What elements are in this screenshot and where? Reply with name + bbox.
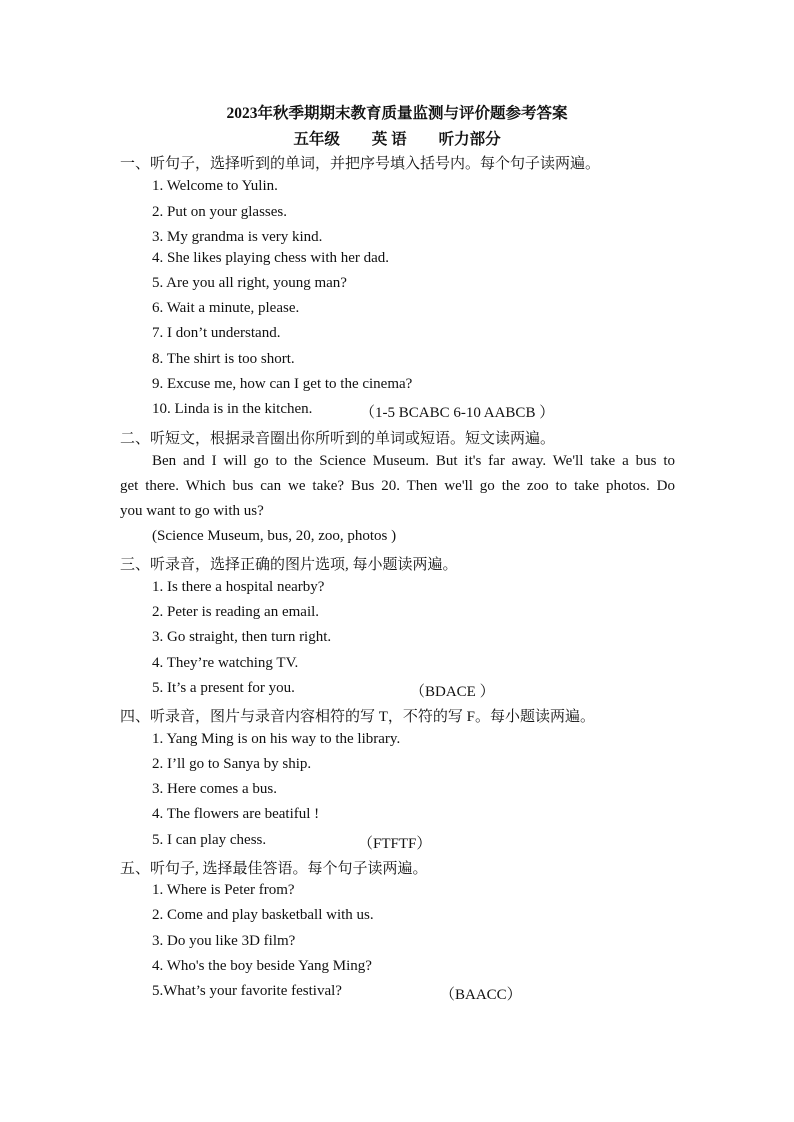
list-item: 3. My grandma is very kind. xyxy=(152,229,323,245)
list-item: 6. Wait a minute, please. xyxy=(152,300,300,316)
section-2-heading: 二、听短文，根据录音圈出你所听到的单词或短语。短文读两遍。 xyxy=(120,431,556,447)
list-item: 2. Peter is reading an email. xyxy=(152,604,320,620)
list-item: 1. Where is Peter from? xyxy=(152,882,295,898)
document-title: 2023年秋季期期末教育质量监测与评价题参考答案 xyxy=(226,105,568,122)
passage-line: Ben and I will go to the Science Museum. But it's far away. We'll take a bus to xyxy=(152,453,675,469)
passage-line: get there. Which bus can we take? Bus 20. Then we'll go the zoo to take photos. Do xyxy=(120,478,675,494)
list-item: 1. Is there a hospital nearby? xyxy=(152,579,325,595)
passage-line: you want to go with us? xyxy=(120,503,264,519)
section-5-answer: （BAACC） xyxy=(440,987,522,1003)
list-item: 3. Do you like 3D film? xyxy=(152,933,296,949)
list-item: 3. Go straight, then turn right. xyxy=(152,629,332,645)
list-item: 2. Come and play basketball with us. xyxy=(152,907,374,923)
list-item: 1. Yang Ming is on his way to the library. xyxy=(152,731,401,747)
subject-label: 英 语 xyxy=(371,131,407,148)
section-4-answer: （FTFTF） xyxy=(358,836,432,852)
list-item: 9. Excuse me, how can I get to the cinema? xyxy=(152,376,413,392)
section-5-heading: 五、听句子, 选择最佳答语。每个句子读两遍。 xyxy=(120,861,428,877)
section-2-answer: (Science Museum, bus, 20, zoo, photos ) xyxy=(152,528,397,544)
list-item: 2. Put on your glasses. xyxy=(152,204,287,220)
list-item: 3. Here comes a bus. xyxy=(152,781,277,797)
list-item: 4. The flowers are beatiful ! xyxy=(152,806,320,822)
section-1-answer: （1-5 BCABC 6-10 AABCB ） xyxy=(360,405,555,421)
section-3-heading: 三、听录音，选择正确的图片选项, 每小题读两遍。 xyxy=(120,557,458,573)
section-3-answer: （BDACE ） xyxy=(410,684,495,700)
document-subtitle xyxy=(0,127,794,149)
part-label: 听力部分 xyxy=(438,131,501,148)
list-item: 4. Who's the boy beside Yang Ming? xyxy=(152,958,372,974)
section-1-heading: 一、听句子，选择听到的单词，并把序号填入括号内。每个句子读两遍。 xyxy=(120,156,601,172)
grade-label: 五年级 xyxy=(293,131,340,148)
list-item: 8. The shirt is too short. xyxy=(152,351,295,367)
list-item: 4. They’re watching TV. xyxy=(152,655,299,671)
list-item: 1. Welcome to Yulin. xyxy=(152,178,278,194)
list-item: 5. It’s a present for you. xyxy=(152,680,295,696)
list-item: 5.What’s your favorite festival? xyxy=(152,983,342,999)
list-item: 5. Are you all right, young man? xyxy=(152,275,347,291)
list-item: 7. I don’t understand. xyxy=(152,325,281,341)
list-item: 4. She likes playing chess with her dad. xyxy=(152,250,390,266)
list-item: 2. I’ll go to Sanya by ship. xyxy=(152,756,312,772)
list-item: 10. Linda is in the kitchen. xyxy=(152,401,313,417)
list-item: 5. I can play chess. xyxy=(152,832,267,848)
section-4-heading: 四、听录音，图片与录音内容相符的写 T，不符的写 F。每小题读两遍。 xyxy=(120,709,596,725)
